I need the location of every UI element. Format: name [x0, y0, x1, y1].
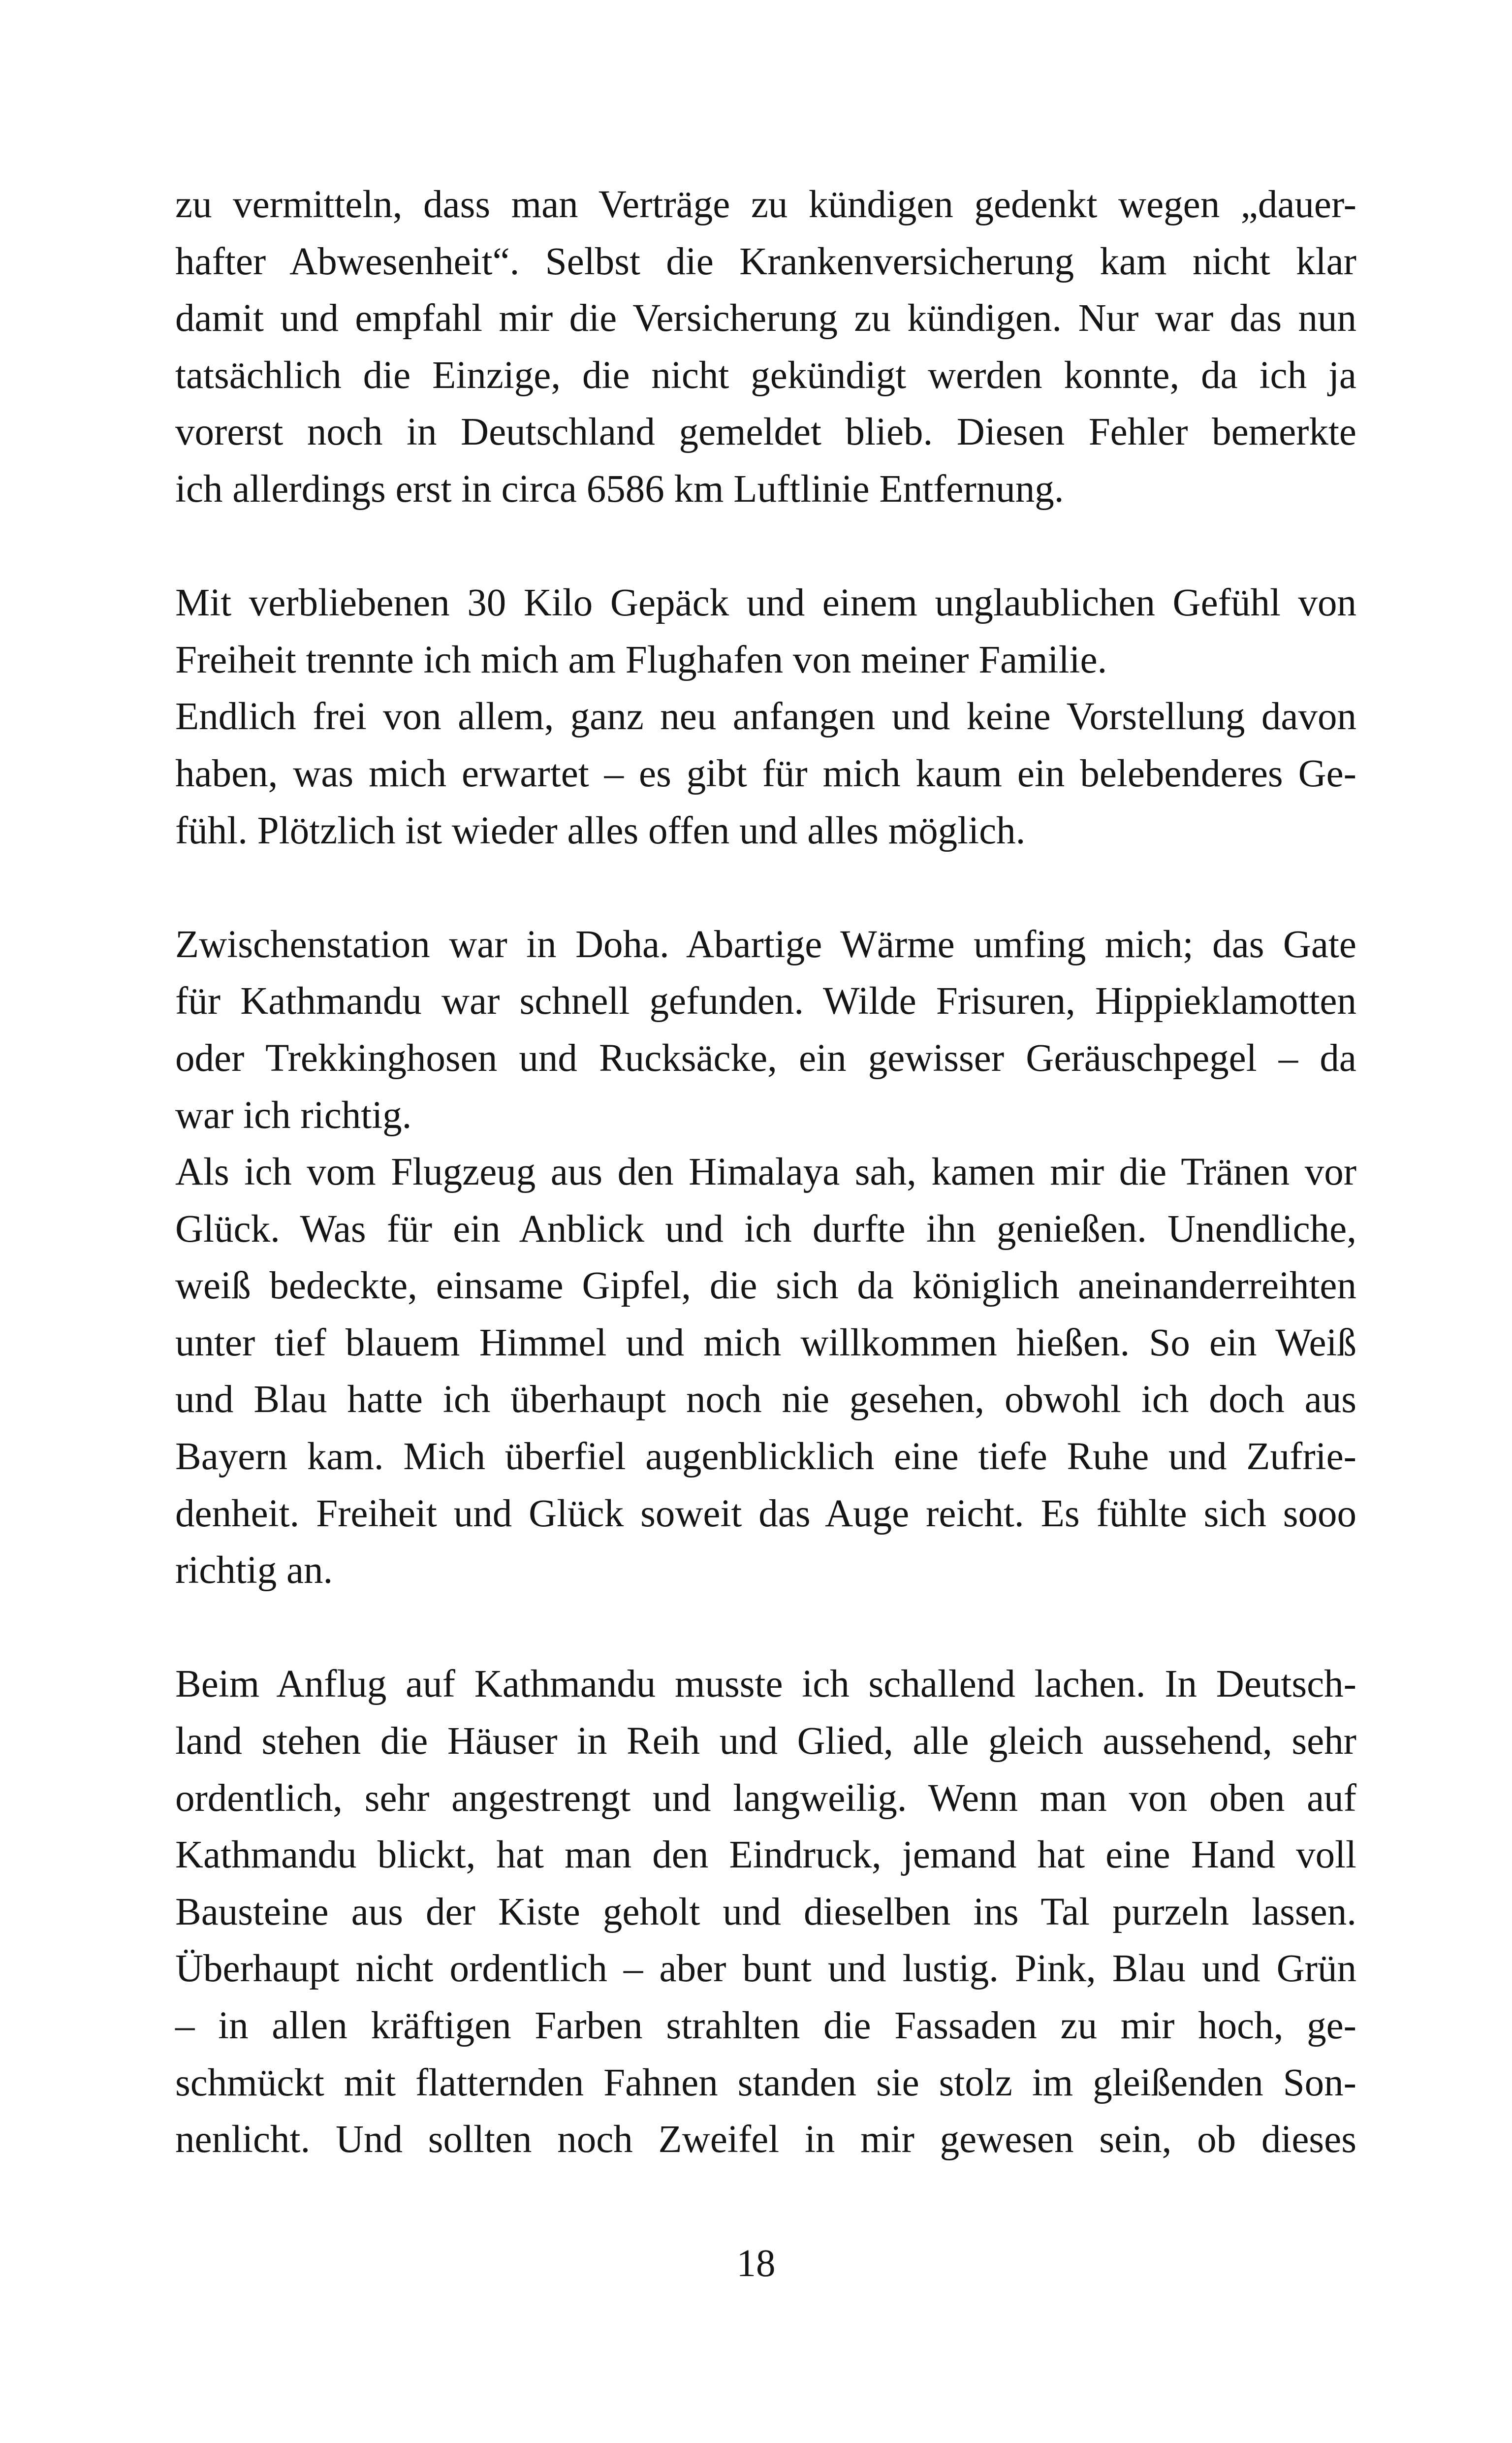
- text-line: Freiheit trennte ich mich am Flughafen von meiner Familie.: [175, 638, 1107, 681]
- text-line: Überhaupt nicht ordentlich – aber bunt und lustig. Pink, Blau und Grün: [175, 1947, 1356, 1991]
- text-line: Glück. Was für ein Anblick und ich durfte ihn genießen. Unendliche,: [175, 1207, 1356, 1251]
- text-line: weiß bedeckte, einsame Gipfel, die sich da königlich aneinanderreihten: [175, 1264, 1356, 1308]
- paragraph: [175, 1144, 1356, 1599]
- paragraph-gap: [175, 518, 1356, 575]
- text-line: zu vermitteln, dass man Verträge zu kündigen gedenkt wegen „dauer-: [175, 183, 1356, 226]
- body-text: [175, 176, 1356, 2168]
- text-line: richtig an.: [175, 1549, 333, 1592]
- paragraph: [175, 688, 1356, 859]
- text-line: Endlich frei von allem, ganz neu anfangen und keine Vorstellung davon: [175, 695, 1356, 739]
- text-line: ich allerdings erst in circa 6586 km Luftlinie Entfernung.: [175, 467, 1064, 511]
- paragraph: [175, 176, 1356, 518]
- text-line: – in allen kräftigen Farben strahlten die Fassaden zu mir hoch, ge-: [175, 2004, 1356, 2047]
- paragraph-gap: [175, 1599, 1356, 1656]
- text-line: ordentlich, sehr angestrengt und langweilig. Wenn man von oben auf: [175, 1776, 1356, 1820]
- text-line: hafter Abwesenheit“. Selbst die Krankenversicherung kam nicht klar: [175, 240, 1356, 283]
- text-line: Bayern kam. Mich überfiel augenblicklich eine tiefe Ruhe und Zufrie-: [175, 1435, 1356, 1479]
- text-line: oder Trekkinghosen und Rucksäcke, ein gewisser Geräuschpegel – da: [175, 1036, 1356, 1080]
- text-line: land stehen die Häuser in Reih und Glied, alle gleich aussehend, sehr: [175, 1720, 1356, 1763]
- paragraph: [175, 1656, 1356, 2168]
- text-line: damit und empfahl mir die Versicherung zu kündigen. Nur war das nun: [175, 297, 1356, 340]
- text-line: unter tief blauem Himmel und mich willkommen hießen. So ein Weiß: [175, 1321, 1356, 1364]
- text-line: Kathmandu blickt, hat man den Eindruck, jemand hat eine Hand voll: [175, 1833, 1356, 1877]
- text-line: und Blau hatte ich überhaupt noch nie gesehen, obwohl ich doch aus: [175, 1378, 1356, 1421]
- text-line: schmückt mit flatternden Fahnen standen sie stolz im gleißenden Son-: [175, 2061, 1356, 2104]
- text-line: Zwischenstation war in Doha. Abartige Wärme umfing mich; das Gate: [175, 923, 1356, 966]
- text-line: für Kathmandu war schnell gefunden. Wilde Frisuren, Hippieklamotten: [175, 980, 1356, 1023]
- paragraph: [175, 916, 1356, 1144]
- text-line: Bausteine aus der Kiste geholt und dieselben ins Tal purzeln lassen.: [175, 1890, 1356, 1933]
- page-number: 18: [736, 2242, 776, 2285]
- paragraph: [175, 575, 1356, 688]
- text-line: vorerst noch in Deutschland gemeldet blieb. Diesen Fehler bemerkte: [175, 411, 1356, 454]
- text-line: Als ich vom Flugzeug aus den Himalaya sah, kamen mir die Tränen vor: [175, 1151, 1356, 1194]
- paragraph-gap: [175, 859, 1356, 916]
- text-line: Beim Anflug auf Kathmandu musste ich schallend lachen. In Deutsch-: [175, 1663, 1356, 1706]
- text-line: Mit verbliebenen 30 Kilo Gepäck und einem unglaublichen Gefühl von: [175, 581, 1356, 625]
- text-line: nenlicht. Und sollten noch Zweifel in mir gewesen sein, ob dieses: [175, 2118, 1356, 2161]
- text-line: fühl. Plötzlich ist wieder alles offen und alles möglich.: [175, 809, 1026, 852]
- text-line: war ich richtig.: [175, 1093, 412, 1137]
- text-line: denheit. Freiheit und Glück soweit das Auge reicht. Es fühlte sich sooo: [175, 1492, 1356, 1535]
- text-line: haben, was mich erwartet – es gibt für mich kaum ein belebenderes Ge-: [175, 752, 1356, 795]
- text-line: tatsächlich die Einzige, die nicht gekündigt werden konnte, da ich ja: [175, 354, 1356, 397]
